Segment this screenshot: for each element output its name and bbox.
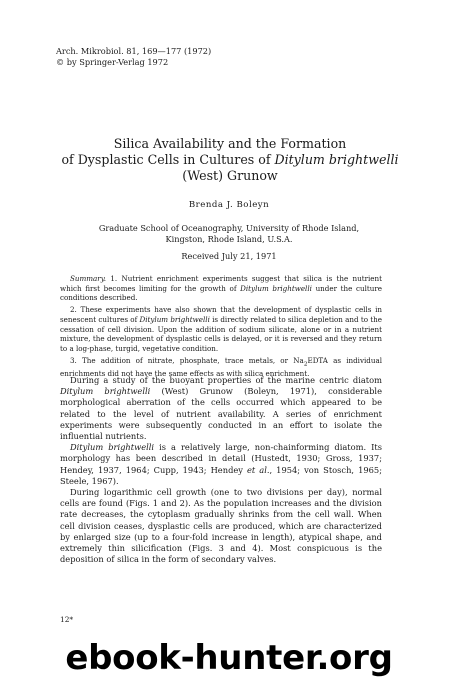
journal-header bbox=[56, 46, 211, 68]
species-name: Ditylum brightwelli bbox=[70, 442, 155, 453]
title-species-name: Ditylum brightwelli bbox=[274, 152, 399, 167]
title-line-2-text: of Dysplastic Cells in Cultures of bbox=[61, 152, 275, 167]
body-text-run: During a study of the buoyant properties of the marine centric diatom bbox=[70, 375, 382, 385]
received-date: Received July 21, 1971 bbox=[181, 251, 277, 261]
summary-text: is directly related to silica depletion and to the cessation of cell division. Upon the addition of sodium silicate, alone or in a nutrient mixture, the development of dysplastic cells is delayed, or it is reversed and they return to a log-phase, turgid, vegetative condition. bbox=[60, 314, 382, 353]
journal-citation: Arch. Mikrobiol. 81, 169—177 (1972) bbox=[56, 46, 212, 56]
summary-text: 1. Nutrient enrichment experiments suggest that silica is the nutrient which first becomes limiting for the growth of bbox=[60, 274, 382, 293]
summary-text: 3. The addition of nitrate, phosphate, trace metals, or Na bbox=[70, 355, 304, 365]
affiliation-line-2: Kingston, Rhode Island, U.S.A. bbox=[165, 234, 293, 244]
body-paragraph-3: During logarithmic cell growth (one to two divisions per day), normal cells are found (Figs. 1 and 2). As the population increases and the division rate decreases, the cytoplasm gradually shrinks from the cell wall. When cell division ceases, dysplastic cells are produced, which are characterized by enlarged size (up to a four-fold increase in length), atypical shape, and extremely thin silicification (Figs. 3 and 4). Most conspicuous is the deposition of silica in the form of secondary valves. bbox=[60, 487, 382, 565]
title-line-2 bbox=[40, 152, 420, 168]
article-title bbox=[40, 136, 420, 184]
title-line-1: Silica Availability and the Formation bbox=[113, 136, 347, 151]
body-paragraph-2 bbox=[60, 442, 382, 487]
summary-text: EDTA as individual enrichments did not have the same effects as with silica enrichment. bbox=[60, 355, 382, 378]
author-name: Brenda J. Boleyn bbox=[188, 200, 270, 210]
body-paragraph-1 bbox=[60, 375, 382, 442]
title-line-3: (West) Grunow bbox=[182, 168, 278, 183]
summary-text: under the culture conditions described. bbox=[60, 283, 382, 303]
subscript: 2 bbox=[303, 360, 308, 368]
page-footnote-marker: 12* bbox=[60, 615, 74, 624]
species-name: Ditylum brightwelli bbox=[60, 386, 151, 397]
body-text-run: is a relatively large, non-chainforming diatom. Its morphology has been described in detail (Hustedt, 1930; Gross, 1937; Hendey, 1937, 1964; Cupp, 1943; Hendey bbox=[60, 442, 382, 475]
watermark-banner: ebook-hunter.org bbox=[65, 638, 393, 678]
affiliation-line-1: Graduate School of Oceanography, University of Rhode Island, bbox=[98, 223, 360, 233]
body-text-run: , 1954; von Stosch, 1965; Steele, 1967). bbox=[60, 464, 382, 486]
summary-section bbox=[60, 274, 382, 380]
author-affiliation bbox=[0, 223, 458, 245]
body-text-run: (West) Grunow (Boleyn, 1971), considerable morphological aberration of the cells occurred which appeared to be related to the level of nutrient availability. A series of enrichment experiments were subsequently conducted in an effort to isolate the influential nutrients. bbox=[60, 386, 382, 442]
et-al: et al. bbox=[247, 464, 270, 475]
species-name: Ditylum brightwelli bbox=[139, 314, 210, 324]
body-text bbox=[60, 375, 382, 565]
species-name: Ditylum brightwelli bbox=[240, 283, 312, 293]
journal-copyright: © by Springer-Verlag 1972 bbox=[56, 57, 169, 67]
summary-label: Summary. bbox=[70, 274, 107, 283]
summary-text: 2. These experiments have also shown that the development of dysplastic cells in senescent cultures of bbox=[60, 305, 382, 324]
summary-paragraph-2 bbox=[60, 305, 382, 354]
summary-paragraph-1 bbox=[60, 274, 382, 303]
